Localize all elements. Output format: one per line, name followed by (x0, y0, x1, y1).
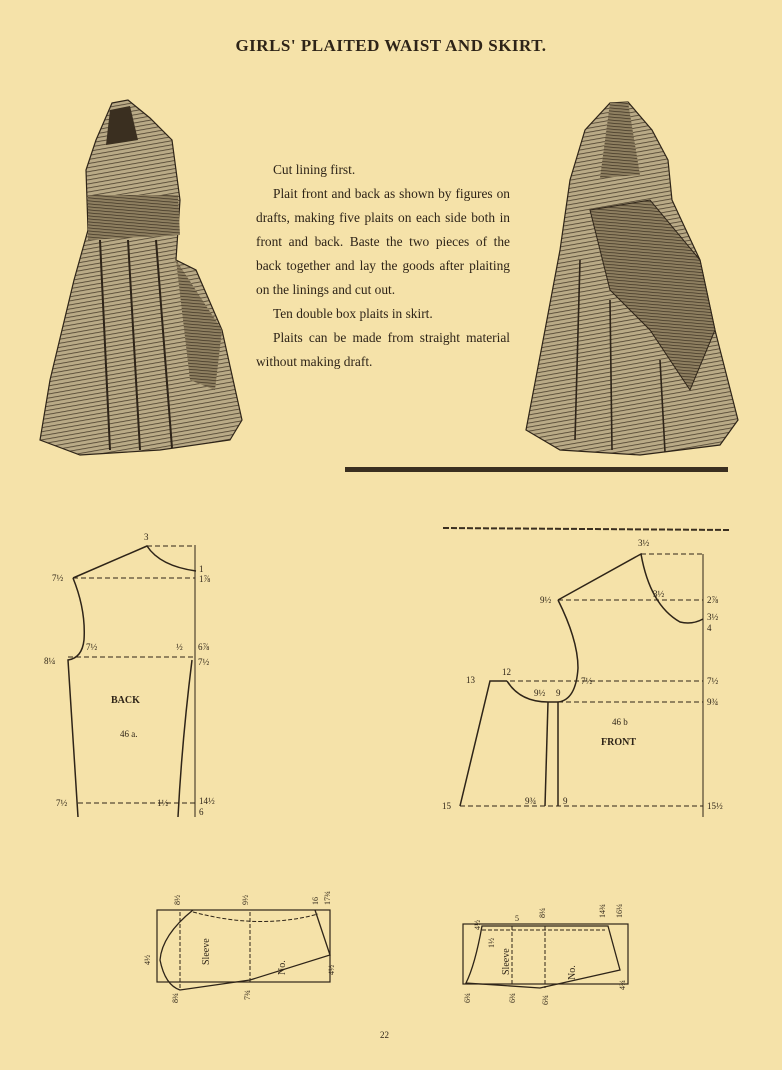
measure-label: 8¼ (44, 656, 56, 666)
instruction-paragraph: Plaits can be made from straight material without making draft. (256, 330, 510, 369)
measure-label: 7½ (86, 642, 98, 652)
measure-label: 7½ (52, 573, 64, 583)
measure-label: 14½ (199, 796, 215, 806)
measure-label: 6¾ (463, 993, 472, 1003)
measure-label: 16 (311, 897, 320, 905)
measure-label: 7½ (581, 676, 593, 686)
measure-label: 16¼ (615, 904, 624, 918)
measure-label: 6¾ (541, 995, 550, 1005)
back-draft-title: BACK (111, 695, 140, 706)
sleeve-draft-right (463, 904, 628, 1005)
sleeve-under-label: No. (567, 965, 578, 980)
measure-label: 3 (144, 532, 149, 542)
measure-label: 9 (563, 796, 568, 806)
measure-label: 1⅞ (199, 574, 211, 584)
measure-label: 13 (466, 675, 475, 685)
instruction-paragraph: Ten double box plaits in skirt. (273, 306, 433, 321)
measure-label: 3½ (707, 612, 719, 622)
page-title: GIRLS' PLAITED WAIST AND SKIRT. (235, 36, 547, 55)
measure-label: 1½ (157, 798, 169, 808)
dress-front-illustration (40, 100, 242, 455)
measure-label: 9½ (540, 595, 552, 605)
measure-label: 7½ (56, 798, 68, 808)
back-draft (44, 532, 215, 817)
measure-label: 8¼ (538, 908, 547, 918)
measure-label: 9½ (534, 688, 546, 698)
dress-back-illustration (526, 102, 738, 455)
instruction-paragraph: Plait front and back as shown by figures on drafts, making five plaits on each side both in front and back. Baste the two pieces of the back together and lay the goods after plaiting on the linings and cut out. (256, 186, 510, 297)
measure-label: 9½ (241, 895, 250, 905)
measure-label: 4 (707, 623, 712, 633)
measure-label: 6¾ (508, 993, 517, 1003)
measure-label: 4½ (473, 920, 482, 930)
measure-label: 4¾ (618, 980, 627, 990)
measure-label: 15½ (707, 801, 723, 811)
page-number: 22 (380, 1030, 389, 1040)
front-draft-number: 46 b (612, 717, 628, 727)
measure-label: 5 (515, 914, 519, 923)
divider-rule (443, 528, 730, 530)
measure-label: 14¾ (598, 904, 607, 918)
divider-rule (345, 467, 728, 472)
measure-label: 4½ (327, 965, 336, 975)
measure-label: 7½ (198, 657, 210, 667)
sleeve-label: Sleeve (201, 938, 212, 965)
measure-label: ½ (176, 642, 183, 652)
back-draft-number: 46 a. (120, 729, 138, 739)
sleeve-draft-left (143, 891, 336, 1003)
measure-label: 9 (556, 688, 561, 698)
measure-label: 1 (199, 564, 204, 574)
front-draft-title: FRONT (601, 737, 636, 748)
measure-label: 4½ (143, 955, 152, 965)
measure-label: 9¾ (707, 697, 719, 707)
instruction-paragraph: Cut lining first. (273, 162, 356, 177)
measure-label: 3½ (653, 589, 665, 599)
measure-label: 6⅞ (198, 642, 210, 652)
sleeve-label: Sleeve (501, 948, 512, 975)
measure-label: 8¾ (171, 993, 180, 1003)
measure-label: 3½ (638, 538, 650, 548)
measure-label: 17¾ (323, 891, 332, 905)
front-draft (442, 538, 723, 817)
measure-label: 7¾ (243, 990, 252, 1000)
measure-label: 6 (199, 807, 204, 817)
measure-label: 7½ (707, 676, 719, 686)
measure-label: 2⅞ (707, 595, 719, 605)
measure-label: 15 (442, 801, 451, 811)
measure-label: 8½ (173, 895, 182, 905)
measure-label: 1½ (487, 938, 496, 948)
sleeve-under-label: No. (277, 960, 288, 975)
measure-label: 9¾ (525, 796, 537, 806)
measure-label: 12 (502, 667, 511, 677)
